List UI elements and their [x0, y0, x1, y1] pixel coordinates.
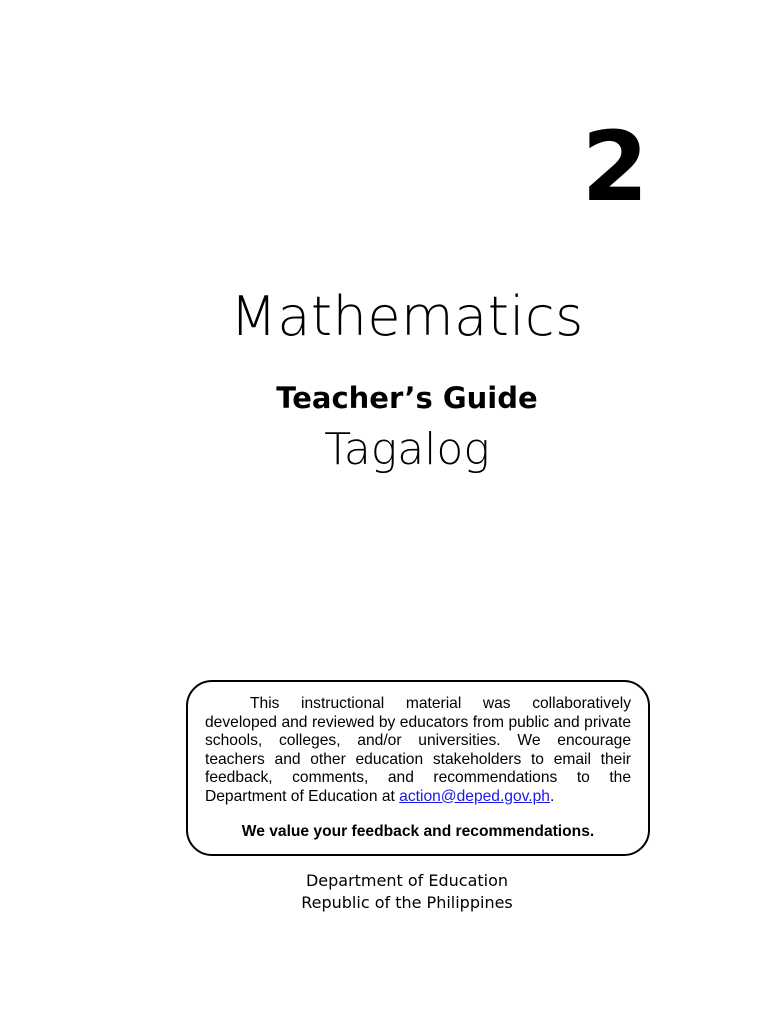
- email-link[interactable]: action@deped.gov.ph: [399, 787, 550, 805]
- publisher-name: Department of Education: [305, 871, 509, 890]
- notice-closing: We value your feedback and recommendations.: [241, 823, 595, 840]
- language-label: Tagalog: [324, 424, 490, 475]
- feedback-notice-box: [186, 680, 650, 856]
- notice-text: This instructional material was collaboratively developed and reviewed by educators from public and private schools, colleges, and/or universities. We encourage teachers and other education stakeholders to email their feedback, comments, and recommendations to the Department of Education at: [205, 695, 631, 805]
- guide-type: Teacher’s Guide: [276, 381, 538, 415]
- publisher-country: Republic of the Philippines: [301, 893, 513, 912]
- publisher-block: [0, 870, 768, 914]
- grade-number: 2: [581, 111, 649, 223]
- notice-paragraph: [205, 695, 631, 806]
- notice-period: .: [549, 787, 555, 805]
- subject-title: Mathematics: [230, 285, 584, 348]
